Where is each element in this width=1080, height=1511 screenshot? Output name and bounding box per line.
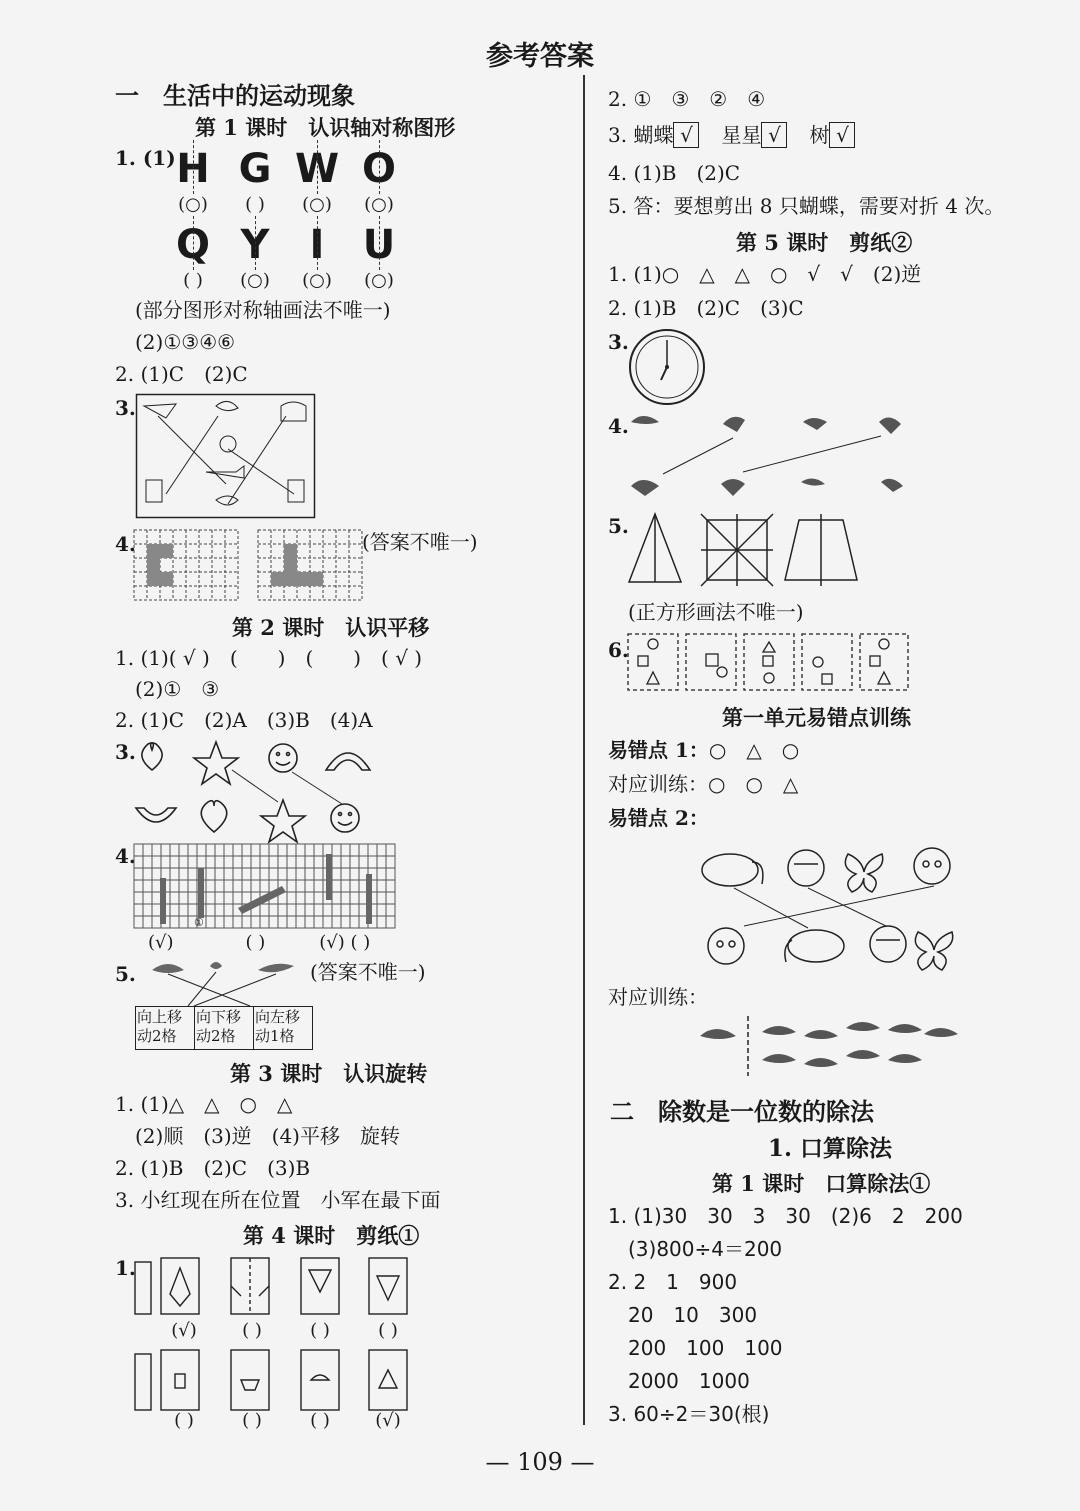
lesson-heading-5: 第 5 课时 剪纸② bbox=[736, 230, 913, 255]
question-label: 5. bbox=[608, 514, 629, 538]
answer-text: (3)800÷4＝200 bbox=[628, 1237, 783, 1261]
answer-text: (√) ( ) (√) ( ) bbox=[148, 932, 371, 953]
section-heading: 1. 口算除法 bbox=[768, 1135, 893, 1162]
answer-paren: (√) bbox=[375, 1410, 401, 1431]
animals-figure bbox=[150, 958, 300, 1008]
lesson-heading-6: 第 1 课时 口算除法① bbox=[712, 1171, 931, 1196]
unit-error-heading: 第一单元易错点训练 bbox=[722, 705, 911, 730]
answer-paren: ( ) bbox=[242, 1320, 262, 1341]
letter: O bbox=[348, 146, 410, 192]
lesson-heading-4: 第 4 课时 剪纸① bbox=[243, 1223, 420, 1248]
unit-heading-2: 二 除数是一位数的除法 bbox=[610, 1097, 874, 1126]
answer-text: (2)顺 (3)逆 (4)平移 旋转 bbox=[135, 1124, 400, 1148]
clock-figure bbox=[628, 328, 706, 406]
answer-text: 2. (1)B (2)C (3)B bbox=[115, 1156, 311, 1180]
lesson-heading-3: 第 3 课时 认识旋转 bbox=[230, 1061, 428, 1086]
check-box: √ bbox=[761, 122, 787, 148]
note-text: (正方形画法不唯一) bbox=[628, 600, 804, 624]
birds-matching-figure bbox=[625, 408, 915, 503]
answer-paren: (○) bbox=[240, 270, 270, 291]
answer-text: 1. (1)30 30 3 30 (2)6 2 200 bbox=[608, 1204, 963, 1228]
answer-text: 20 10 300 bbox=[628, 1303, 758, 1327]
answer-text: 3. 蝴蝶 bbox=[608, 123, 674, 147]
answer-text: (2)①③④⑥ bbox=[135, 330, 236, 354]
answer-text: 易错点 2： bbox=[608, 806, 709, 830]
answer-text: 对应训练：○ ○ △ bbox=[608, 772, 799, 796]
answer-text: 2. (1)C (2)C bbox=[115, 362, 248, 386]
animals-matching-figure bbox=[698, 840, 963, 975]
answer-text: 1. (1)( √ ) ( ) ( ) ( √ ) bbox=[115, 646, 423, 670]
question-label: 1. (1) bbox=[115, 146, 176, 170]
move-box: 向左移动1格 bbox=[255, 1008, 301, 1045]
answer-paren: (○) bbox=[302, 270, 332, 291]
paren-row-1 bbox=[162, 194, 410, 215]
letters-row-1 bbox=[162, 146, 410, 192]
letter: Y bbox=[224, 222, 286, 268]
answer-paren: (○) bbox=[364, 270, 394, 291]
question-label: 4. bbox=[115, 844, 136, 868]
answer-text: 星星 bbox=[721, 123, 762, 147]
answer-paren: (√) bbox=[171, 1320, 197, 1341]
answer-text: 200 100 100 bbox=[628, 1336, 783, 1360]
page-number: — 109 — bbox=[485, 1448, 595, 1476]
answer-paren: ( ) bbox=[310, 1320, 330, 1341]
answer-text: 2. (1)C (2)A (3)B (4)A bbox=[115, 708, 373, 732]
answer-paren: ( ) bbox=[245, 194, 265, 215]
answer-paren: ( ) bbox=[378, 1320, 398, 1341]
answer-text: 树 bbox=[809, 123, 830, 147]
answer-text: 3. 60÷2＝30(根) bbox=[608, 1402, 770, 1426]
question-label: 3. bbox=[115, 396, 136, 420]
paren-row-l4-2 bbox=[150, 1410, 422, 1431]
lesson-heading-2: 第 2 课时 认识平移 bbox=[232, 615, 430, 640]
matching-figure bbox=[136, 394, 316, 519]
dolphins-figure bbox=[698, 1016, 963, 1076]
answer-paren: ( ) bbox=[174, 1410, 194, 1431]
answer-paren: ( ) bbox=[183, 270, 203, 291]
paren-row-l4-1 bbox=[150, 1320, 422, 1341]
answer-text: (2)① ③ bbox=[135, 677, 220, 701]
shapes-axis-figure bbox=[625, 510, 870, 588]
answer-text: 5. 答：要想剪出 8 只蝴蝶，需要对折 4 次。 bbox=[608, 194, 1005, 218]
letter: G bbox=[238, 146, 272, 192]
letter: Q bbox=[162, 222, 224, 268]
shapes-matching-figure bbox=[130, 740, 380, 835]
answer-line bbox=[608, 122, 855, 148]
move-box: 向上移动2格 bbox=[136, 1007, 195, 1049]
move-box: 向下移动2格 bbox=[195, 1007, 254, 1049]
answer-text: 易错点 1：○ △ ○ bbox=[608, 738, 800, 762]
page-title: 参考答案 bbox=[486, 41, 594, 72]
check-box: √ bbox=[829, 122, 855, 148]
answer-text: 3. 小红现在所在位置 小军在最下面 bbox=[115, 1188, 441, 1212]
question-label: 1. bbox=[115, 1256, 136, 1280]
move-boxes bbox=[135, 1006, 313, 1050]
answer-paren: ( ) bbox=[242, 1410, 262, 1431]
note-text: (答案不唯一) bbox=[362, 530, 478, 554]
note-text: (部分图形对称轴画法不唯一) bbox=[135, 298, 391, 322]
question-label: 4. bbox=[608, 414, 629, 438]
letter: I bbox=[286, 222, 348, 268]
question-label: 5. bbox=[115, 962, 136, 986]
note-text: (答案不唯一) bbox=[310, 960, 426, 984]
answer-text: 2. 2 1 900 bbox=[608, 1270, 738, 1294]
letter: W bbox=[286, 146, 348, 192]
question-label: 6. bbox=[608, 638, 629, 662]
paren-row-2 bbox=[162, 270, 410, 291]
letter: H bbox=[162, 146, 224, 192]
answer-text: 2. (1)B (2)C (3)C bbox=[608, 296, 804, 320]
rotation-sequence-figure bbox=[626, 632, 910, 692]
lesson-heading-1: 第 1 课时 认识轴对称图形 bbox=[195, 115, 456, 140]
question-label: 3. bbox=[608, 330, 629, 354]
answer-text: 对应训练： bbox=[608, 985, 708, 1009]
column-divider bbox=[583, 75, 585, 1425]
check-box: √ bbox=[673, 122, 699, 148]
answer-paren: ( ) bbox=[310, 1410, 330, 1431]
question-label: 4. bbox=[115, 532, 136, 556]
answer-paren: (○) bbox=[302, 194, 332, 215]
answer-text: 1. (1)△ △ ○ △ bbox=[115, 1092, 293, 1116]
answer-text: 2. ① ③ ② ④ bbox=[608, 87, 766, 111]
answer-text: 2000 1000 bbox=[628, 1369, 750, 1393]
unit-heading-1: 一 生活中的运动现象 bbox=[115, 81, 355, 110]
answer-text: 1. (1)○ △ △ ○ √ √ (2)逆 bbox=[608, 262, 922, 286]
answer-paren: (○) bbox=[178, 194, 208, 215]
letter: U bbox=[348, 222, 410, 268]
grid-figure bbox=[134, 528, 364, 603]
answer-text: 4. (1)B (2)C bbox=[608, 161, 741, 185]
answer-paren: (○) bbox=[364, 194, 394, 215]
marker-text: ① bbox=[194, 916, 204, 929]
letters-row-2 bbox=[162, 222, 410, 268]
pencil-grid-figure bbox=[134, 844, 396, 929]
question-label: 3. bbox=[115, 740, 136, 764]
